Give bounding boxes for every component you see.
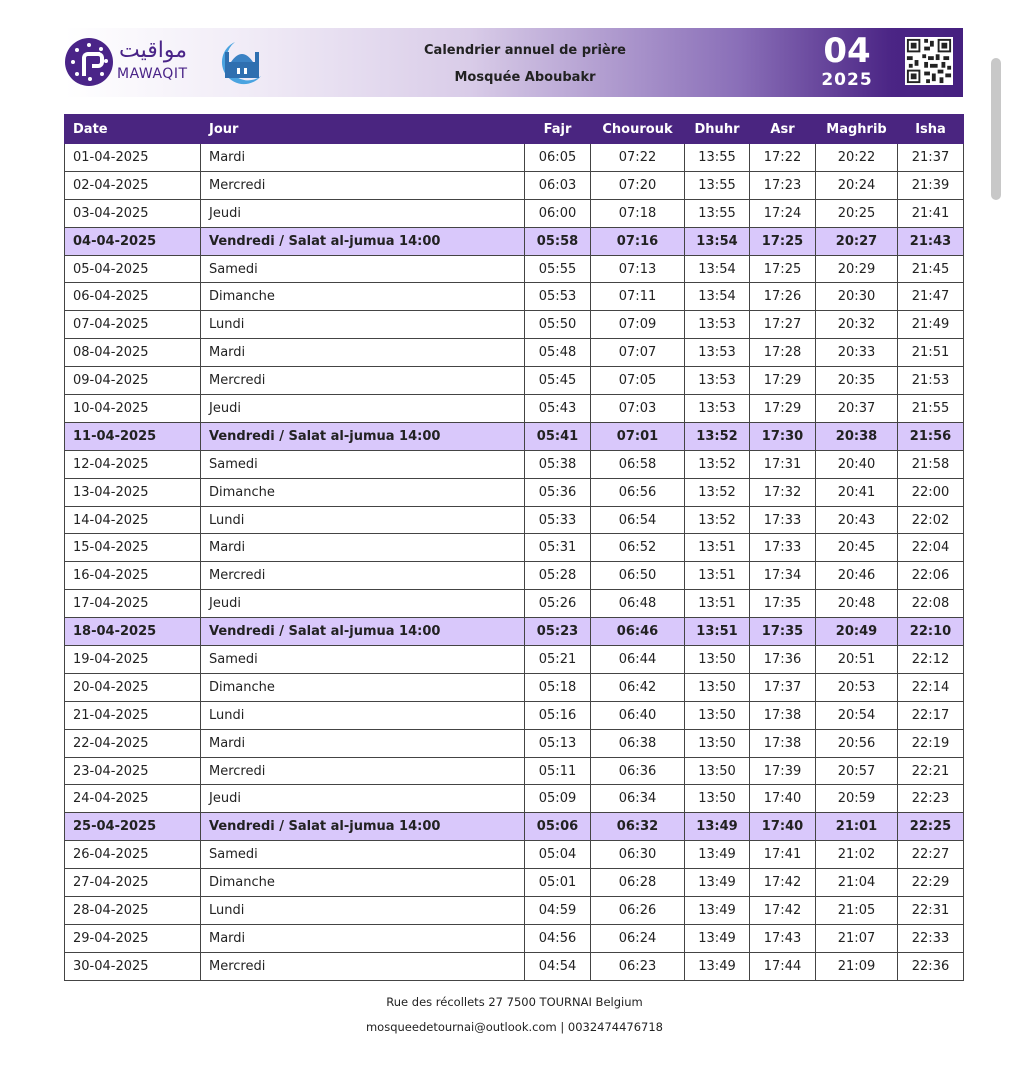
cell-fajr: 05:01 <box>525 869 591 897</box>
table-row <box>65 311 964 339</box>
cell-asr: 17:31 <box>750 450 816 478</box>
cell-isha: 22:19 <box>898 729 964 757</box>
cell-asr: 17:44 <box>750 952 816 980</box>
cell-dhuhr: 13:55 <box>685 171 750 199</box>
cell-chourouk: 07:13 <box>591 255 685 283</box>
cell-day: Jeudi <box>201 590 525 618</box>
cell-date: 13-04-2025 <box>65 478 201 506</box>
footer-address: Rue des récollets 27 7500 TOURNAI Belgium <box>386 995 643 1009</box>
cell-dhuhr: 13:51 <box>685 590 750 618</box>
cell-asr: 17:26 <box>750 283 816 311</box>
cell-dhuhr: 13:51 <box>685 534 750 562</box>
cell-chourouk: 07:05 <box>591 367 685 395</box>
cell-asr: 17:33 <box>750 534 816 562</box>
cell-fajr: 05:48 <box>525 339 591 367</box>
cell-isha: 22:12 <box>898 646 964 674</box>
cell-fajr: 05:28 <box>525 562 591 590</box>
table-row-friday <box>65 618 964 646</box>
cell-dhuhr: 13:50 <box>685 701 750 729</box>
cell-isha: 22:08 <box>898 590 964 618</box>
cell-maghrib: 20:41 <box>816 478 898 506</box>
logo-arabic-text: مواقيت <box>119 38 188 63</box>
table-row <box>65 897 964 925</box>
table-row <box>65 701 964 729</box>
cell-dhuhr: 13:53 <box>685 395 750 423</box>
column-header-day: Jour <box>201 115 525 144</box>
cell-dhuhr: 13:53 <box>685 339 750 367</box>
cell-date: 25-04-2025 <box>65 813 201 841</box>
table-row <box>65 757 964 785</box>
table-row <box>65 562 964 590</box>
cell-chourouk: 06:26 <box>591 897 685 925</box>
cell-dhuhr: 13:52 <box>685 478 750 506</box>
cell-dhuhr: 13:49 <box>685 869 750 897</box>
cell-maghrib: 20:49 <box>816 618 898 646</box>
cell-dhuhr: 13:54 <box>685 283 750 311</box>
cell-date: 03-04-2025 <box>65 199 201 227</box>
cell-isha: 22:21 <box>898 757 964 785</box>
cell-maghrib: 20:43 <box>816 506 898 534</box>
cell-chourouk: 06:46 <box>591 618 685 646</box>
cell-maghrib: 20:38 <box>816 422 898 450</box>
table-body <box>65 144 964 981</box>
cell-fajr: 05:26 <box>525 590 591 618</box>
cell-date: 11-04-2025 <box>65 422 201 450</box>
cell-fajr: 05:09 <box>525 785 591 813</box>
cell-fajr: 05:41 <box>525 422 591 450</box>
cell-fajr: 05:21 <box>525 646 591 674</box>
cell-dhuhr: 13:50 <box>685 646 750 674</box>
cell-day: Jeudi <box>201 199 525 227</box>
table-row <box>65 590 964 618</box>
cell-day: Dimanche <box>201 478 525 506</box>
cell-day: Dimanche <box>201 283 525 311</box>
cell-day: Dimanche <box>201 673 525 701</box>
cell-isha: 22:31 <box>898 897 964 925</box>
cell-fajr: 05:43 <box>525 395 591 423</box>
cell-maghrib: 21:01 <box>816 813 898 841</box>
table-row <box>65 171 964 199</box>
footer-contact: mosqueedetournai@outlook.com | 0032474476718 <box>365 1020 663 1034</box>
qr-code-icon <box>905 37 953 85</box>
cell-chourouk: 07:09 <box>591 311 685 339</box>
cell-maghrib: 20:59 <box>816 785 898 813</box>
table-row <box>65 534 964 562</box>
table-row <box>65 924 964 952</box>
table-row <box>65 339 964 367</box>
cell-asr: 17:43 <box>750 924 816 952</box>
cell-isha: 22:29 <box>898 869 964 897</box>
cell-day: Samedi <box>201 841 525 869</box>
calendar-header <box>65 28 963 97</box>
cell-date: 04-04-2025 <box>65 227 201 255</box>
cell-day: Vendredi / Salat al-jumua 14:00 <box>201 227 525 255</box>
cell-date: 02-04-2025 <box>65 171 201 199</box>
cell-maghrib: 20:30 <box>816 283 898 311</box>
cell-chourouk: 06:34 <box>591 785 685 813</box>
table-row <box>65 478 964 506</box>
year-number: 2025 <box>821 70 873 90</box>
cell-dhuhr: 13:49 <box>685 924 750 952</box>
cell-day: Mercredi <box>201 952 525 980</box>
cell-asr: 17:39 <box>750 757 816 785</box>
cell-maghrib: 20:40 <box>816 450 898 478</box>
cell-chourouk: 06:58 <box>591 450 685 478</box>
cell-day: Mercredi <box>201 171 525 199</box>
cell-maghrib: 21:07 <box>816 924 898 952</box>
month-number: 04 <box>823 31 871 71</box>
cell-maghrib: 20:35 <box>816 367 898 395</box>
cell-dhuhr: 13:55 <box>685 199 750 227</box>
cell-isha: 21:41 <box>898 199 964 227</box>
cell-maghrib: 20:54 <box>816 701 898 729</box>
cell-day: Mercredi <box>201 757 525 785</box>
cell-chourouk: 06:50 <box>591 562 685 590</box>
table-row <box>65 785 964 813</box>
cell-chourouk: 07:22 <box>591 144 685 172</box>
cell-date: 24-04-2025 <box>65 785 201 813</box>
cell-day: Lundi <box>201 897 525 925</box>
cell-fajr: 05:11 <box>525 757 591 785</box>
cell-maghrib: 20:22 <box>816 144 898 172</box>
cell-day: Vendredi / Salat al-jumua 14:00 <box>201 618 525 646</box>
cell-date: 23-04-2025 <box>65 757 201 785</box>
cell-chourouk: 07:01 <box>591 422 685 450</box>
cell-chourouk: 06:56 <box>591 478 685 506</box>
cell-chourouk: 06:42 <box>591 673 685 701</box>
cell-fajr: 04:59 <box>525 897 591 925</box>
table-row-friday <box>65 813 964 841</box>
cell-day: Samedi <box>201 646 525 674</box>
column-header-asr: Asr <box>750 115 816 144</box>
cell-chourouk: 06:44 <box>591 646 685 674</box>
cell-asr: 17:29 <box>750 367 816 395</box>
cell-fajr: 05:18 <box>525 673 591 701</box>
cell-day: Samedi <box>201 450 525 478</box>
column-header-chourouk: Chourouk <box>591 115 685 144</box>
cell-isha: 21:43 <box>898 227 964 255</box>
cell-dhuhr: 13:53 <box>685 311 750 339</box>
cell-chourouk: 07:20 <box>591 171 685 199</box>
cell-day: Lundi <box>201 311 525 339</box>
cell-dhuhr: 13:54 <box>685 255 750 283</box>
cell-dhuhr: 13:50 <box>685 729 750 757</box>
cell-chourouk: 06:23 <box>591 952 685 980</box>
cell-dhuhr: 13:49 <box>685 952 750 980</box>
cell-isha: 22:36 <box>898 952 964 980</box>
table-row-friday <box>65 422 964 450</box>
cell-date: 08-04-2025 <box>65 339 201 367</box>
cell-chourouk: 06:40 <box>591 701 685 729</box>
cell-maghrib: 20:45 <box>816 534 898 562</box>
cell-isha: 21:55 <box>898 395 964 423</box>
cell-day: Jeudi <box>201 785 525 813</box>
cell-maghrib: 20:33 <box>816 339 898 367</box>
cell-asr: 17:29 <box>750 395 816 423</box>
cell-chourouk: 06:54 <box>591 506 685 534</box>
cell-isha: 22:14 <box>898 673 964 701</box>
column-header-fajr: Fajr <box>525 115 591 144</box>
column-header-isha: Isha <box>898 115 964 144</box>
cell-date: 20-04-2025 <box>65 673 201 701</box>
cell-asr: 17:27 <box>750 311 816 339</box>
cell-fajr: 05:55 <box>525 255 591 283</box>
cell-asr: 17:32 <box>750 478 816 506</box>
cell-date: 27-04-2025 <box>65 869 201 897</box>
cell-chourouk: 06:52 <box>591 534 685 562</box>
cell-fajr: 05:13 <box>525 729 591 757</box>
cell-asr: 17:24 <box>750 199 816 227</box>
cell-asr: 17:34 <box>750 562 816 590</box>
cell-asr: 17:28 <box>750 339 816 367</box>
cell-isha: 22:04 <box>898 534 964 562</box>
cell-fajr: 05:53 <box>525 283 591 311</box>
cell-day: Mardi <box>201 534 525 562</box>
cell-date: 29-04-2025 <box>65 924 201 952</box>
logo-text: MAWAQIT <box>117 66 188 82</box>
table-row <box>65 255 964 283</box>
cell-asr: 17:30 <box>750 422 816 450</box>
cell-fajr: 06:00 <box>525 199 591 227</box>
table-row <box>65 729 964 757</box>
table-row <box>65 841 964 869</box>
table-row <box>65 646 964 674</box>
cell-asr: 17:42 <box>750 869 816 897</box>
cell-dhuhr: 13:55 <box>685 144 750 172</box>
cell-chourouk: 06:38 <box>591 729 685 757</box>
mawaqit-logo-icon <box>65 38 113 86</box>
cell-chourouk: 07:11 <box>591 283 685 311</box>
mosque-name: Mosquée Aboubakr <box>454 70 596 85</box>
cell-dhuhr: 13:52 <box>685 450 750 478</box>
table-row <box>65 506 964 534</box>
cell-date: 17-04-2025 <box>65 590 201 618</box>
cell-asr: 17:38 <box>750 701 816 729</box>
cell-isha: 21:53 <box>898 367 964 395</box>
cell-maghrib: 21:05 <box>816 897 898 925</box>
cell-maghrib: 21:02 <box>816 841 898 869</box>
cell-isha: 22:10 <box>898 618 964 646</box>
cell-maghrib: 20:57 <box>816 757 898 785</box>
cell-dhuhr: 13:53 <box>685 367 750 395</box>
table-row <box>65 283 964 311</box>
cell-date: 15-04-2025 <box>65 534 201 562</box>
cell-chourouk: 07:18 <box>591 199 685 227</box>
column-header-dhuhr: Dhuhr <box>685 115 750 144</box>
cell-maghrib: 20:48 <box>816 590 898 618</box>
cell-asr: 17:36 <box>750 646 816 674</box>
cell-chourouk: 06:48 <box>591 590 685 618</box>
cell-date: 18-04-2025 <box>65 618 201 646</box>
cell-dhuhr: 13:54 <box>685 227 750 255</box>
column-header-date: Date <box>65 115 201 144</box>
cell-date: 14-04-2025 <box>65 506 201 534</box>
cell-fajr: 05:50 <box>525 311 591 339</box>
cell-isha: 21:51 <box>898 339 964 367</box>
table-row <box>65 367 964 395</box>
cell-fajr: 06:03 <box>525 171 591 199</box>
cell-isha: 22:25 <box>898 813 964 841</box>
cell-asr: 17:25 <box>750 255 816 283</box>
table-row <box>65 952 964 980</box>
cell-chourouk: 06:24 <box>591 924 685 952</box>
scrollbar-thumb[interactable] <box>991 58 1001 200</box>
cell-chourouk: 06:32 <box>591 813 685 841</box>
cell-day: Vendredi / Salat al-jumua 14:00 <box>201 422 525 450</box>
cell-fajr: 05:16 <box>525 701 591 729</box>
cell-date: 21-04-2025 <box>65 701 201 729</box>
cell-maghrib: 20:37 <box>816 395 898 423</box>
cell-fajr: 05:23 <box>525 618 591 646</box>
cell-day: Mardi <box>201 339 525 367</box>
cell-day: Mercredi <box>201 562 525 590</box>
cell-day: Mardi <box>201 924 525 952</box>
cell-date: 05-04-2025 <box>65 255 201 283</box>
table-row-friday <box>65 227 964 255</box>
cell-isha: 21:47 <box>898 283 964 311</box>
cell-fajr: 06:05 <box>525 144 591 172</box>
cell-isha: 22:00 <box>898 478 964 506</box>
cell-day: Samedi <box>201 255 525 283</box>
cell-dhuhr: 13:49 <box>685 813 750 841</box>
cell-dhuhr: 13:51 <box>685 618 750 646</box>
table-row <box>65 450 964 478</box>
cell-fajr: 05:58 <box>525 227 591 255</box>
table-row <box>65 673 964 701</box>
cell-isha: 21:39 <box>898 171 964 199</box>
cell-chourouk: 06:36 <box>591 757 685 785</box>
cell-isha: 21:58 <box>898 450 964 478</box>
cell-isha: 22:06 <box>898 562 964 590</box>
cell-day: Mardi <box>201 144 525 172</box>
cell-fajr: 05:36 <box>525 478 591 506</box>
cell-chourouk: 07:16 <box>591 227 685 255</box>
cell-maghrib: 21:09 <box>816 952 898 980</box>
cell-date: 06-04-2025 <box>65 283 201 311</box>
cell-maghrib: 20:46 <box>816 562 898 590</box>
cell-isha: 21:45 <box>898 255 964 283</box>
cell-fajr: 05:45 <box>525 367 591 395</box>
cell-day: Mercredi <box>201 367 525 395</box>
cell-maghrib: 20:24 <box>816 171 898 199</box>
cell-fajr: 05:38 <box>525 450 591 478</box>
cell-day: Lundi <box>201 506 525 534</box>
cell-fajr: 04:56 <box>525 924 591 952</box>
cell-dhuhr: 13:52 <box>685 506 750 534</box>
cell-asr: 17:38 <box>750 729 816 757</box>
cell-date: 19-04-2025 <box>65 646 201 674</box>
cell-date: 26-04-2025 <box>65 841 201 869</box>
cell-day: Dimanche <box>201 869 525 897</box>
cell-dhuhr: 13:49 <box>685 841 750 869</box>
cell-day: Jeudi <box>201 395 525 423</box>
cell-dhuhr: 13:50 <box>685 785 750 813</box>
cell-isha: 22:23 <box>898 785 964 813</box>
cell-isha: 22:02 <box>898 506 964 534</box>
cell-maghrib: 21:04 <box>816 869 898 897</box>
cell-isha: 22:17 <box>898 701 964 729</box>
cell-asr: 17:23 <box>750 171 816 199</box>
cell-date: 10-04-2025 <box>65 395 201 423</box>
cell-dhuhr: 13:50 <box>685 757 750 785</box>
prayer-times-table <box>64 114 964 981</box>
table-row <box>65 199 964 227</box>
cell-asr: 17:37 <box>750 673 816 701</box>
cell-asr: 17:25 <box>750 227 816 255</box>
column-header-maghrib: Maghrib <box>816 115 898 144</box>
cell-asr: 17:41 <box>750 841 816 869</box>
cell-maghrib: 20:53 <box>816 673 898 701</box>
cell-date: 30-04-2025 <box>65 952 201 980</box>
cell-asr: 17:22 <box>750 144 816 172</box>
cell-isha: 21:37 <box>898 144 964 172</box>
cell-chourouk: 07:07 <box>591 339 685 367</box>
cell-maghrib: 20:29 <box>816 255 898 283</box>
cell-isha: 22:33 <box>898 924 964 952</box>
cell-date: 16-04-2025 <box>65 562 201 590</box>
prayer-times-table-wrapper <box>64 114 964 981</box>
cell-asr: 17:42 <box>750 897 816 925</box>
table-row <box>65 144 964 172</box>
cell-maghrib: 20:27 <box>816 227 898 255</box>
cell-asr: 17:35 <box>750 590 816 618</box>
cell-chourouk: 06:30 <box>591 841 685 869</box>
cell-chourouk: 06:28 <box>591 869 685 897</box>
table-header-row <box>65 115 964 144</box>
cell-date: 28-04-2025 <box>65 897 201 925</box>
cell-date: 09-04-2025 <box>65 367 201 395</box>
cell-isha: 21:56 <box>898 422 964 450</box>
cell-fajr: 05:33 <box>525 506 591 534</box>
cell-isha: 22:27 <box>898 841 964 869</box>
mosque-icon <box>215 36 267 88</box>
cell-dhuhr: 13:51 <box>685 562 750 590</box>
cell-asr: 17:40 <box>750 785 816 813</box>
cell-day: Mardi <box>201 729 525 757</box>
cell-dhuhr: 13:50 <box>685 673 750 701</box>
cell-isha: 21:49 <box>898 311 964 339</box>
cell-fajr: 05:04 <box>525 841 591 869</box>
cell-maghrib: 20:56 <box>816 729 898 757</box>
cell-asr: 17:40 <box>750 813 816 841</box>
cell-date: 22-04-2025 <box>65 729 201 757</box>
cell-maghrib: 20:32 <box>816 311 898 339</box>
cell-date: 01-04-2025 <box>65 144 201 172</box>
cell-fajr: 05:06 <box>525 813 591 841</box>
cell-asr: 17:35 <box>750 618 816 646</box>
cell-asr: 17:33 <box>750 506 816 534</box>
calendar-title: Calendrier annuel de prière <box>424 43 626 58</box>
cell-day: Lundi <box>201 701 525 729</box>
cell-chourouk: 07:03 <box>591 395 685 423</box>
cell-maghrib: 20:25 <box>816 199 898 227</box>
table-row <box>65 395 964 423</box>
cell-fajr: 04:54 <box>525 952 591 980</box>
cell-date: 07-04-2025 <box>65 311 201 339</box>
cell-day: Vendredi / Salat al-jumua 14:00 <box>201 813 525 841</box>
cell-fajr: 05:31 <box>525 534 591 562</box>
cell-dhuhr: 13:49 <box>685 897 750 925</box>
cell-date: 12-04-2025 <box>65 450 201 478</box>
cell-maghrib: 20:51 <box>816 646 898 674</box>
table-row <box>65 869 964 897</box>
cell-dhuhr: 13:52 <box>685 422 750 450</box>
